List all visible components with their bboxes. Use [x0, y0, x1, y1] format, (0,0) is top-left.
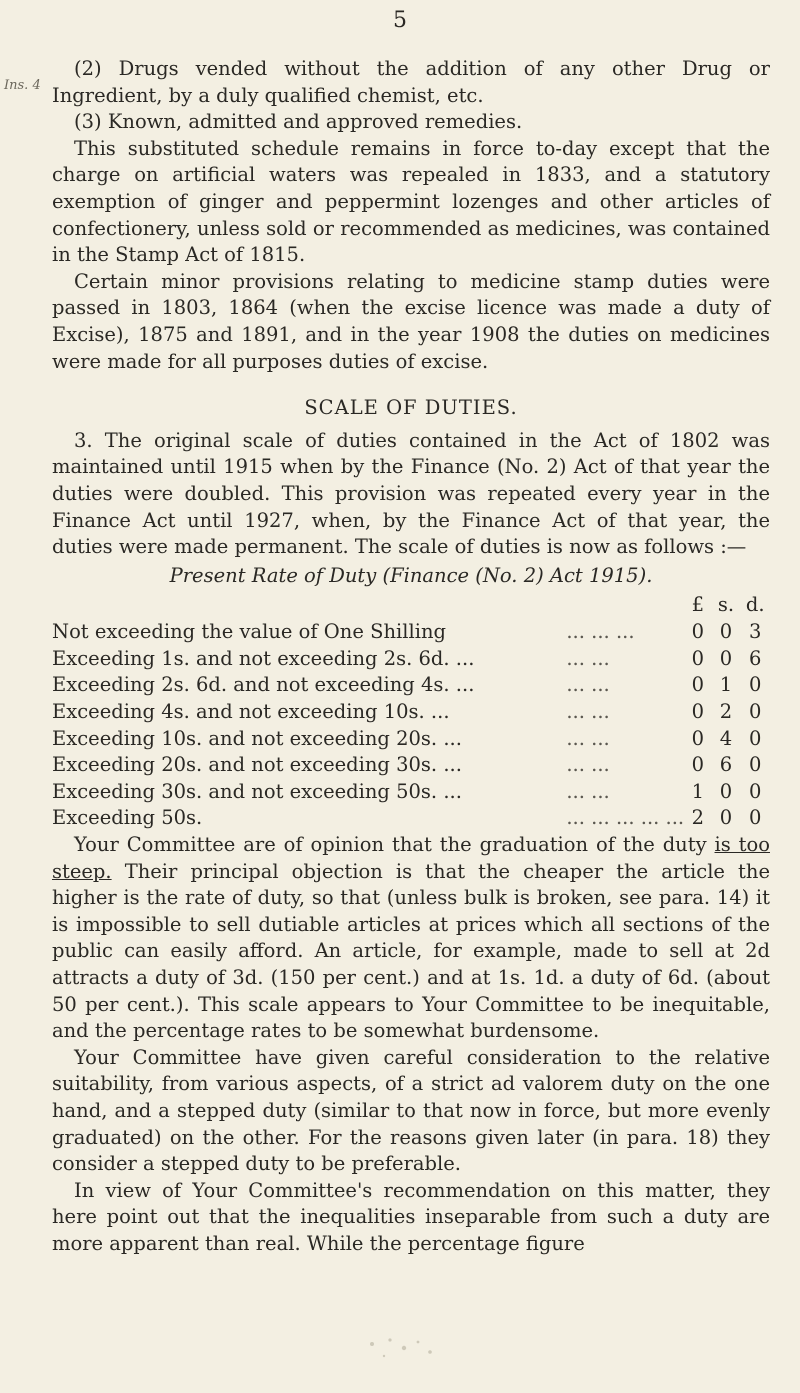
section-heading: SCALE OF DUTIES.: [304, 396, 518, 420]
row-leader: ... ... ...: [566, 620, 635, 644]
row-description: Exceeding 4s. and not exceeding 10s. ...: [52, 700, 450, 724]
row-leader: ... ... ... ... ...: [566, 806, 685, 830]
paragraph-committee-opinion: [52, 832, 770, 1045]
row-description: Exceeding 30s. and not exceeding 50s. ...: [52, 779, 462, 803]
row-pence: 0: [748, 779, 762, 803]
row-pounds: 0: [691, 753, 705, 777]
row-shillings: 1: [719, 673, 733, 697]
header-shillings: s.: [717, 593, 735, 617]
rate-table-title: Present Rate of Duty (Finance (No. 2) Act 1915).: [169, 563, 653, 587]
row-description: Exceeding 20s. and not exceeding 30s. ...: [52, 753, 462, 777]
row-leader: ... ...: [566, 700, 610, 724]
row-pounds: 0: [691, 726, 705, 750]
row-pence: 0: [748, 726, 762, 750]
row-pounds: 0: [691, 700, 705, 724]
row-leader: ... ...: [566, 726, 610, 750]
row-shillings: 0: [719, 646, 733, 670]
table-row: [52, 752, 770, 779]
row-pence: 0: [748, 700, 762, 724]
table-row: [52, 779, 770, 806]
row-shillings: 0: [719, 806, 733, 830]
row-description: Not exceeding the value of One Shilling: [52, 620, 446, 644]
row-pence: 3: [748, 620, 762, 644]
body-text: [52, 56, 770, 1258]
row-leader: ... ...: [566, 753, 610, 777]
row-leader: ... ...: [566, 779, 610, 803]
page-number: 5: [393, 8, 407, 33]
row-pounds: 2: [691, 806, 705, 830]
table-row: [52, 805, 770, 832]
row-pence: 0: [748, 806, 762, 830]
header-pounds: £: [691, 593, 705, 617]
row-leader: ... ...: [566, 646, 610, 670]
row-description: Exceeding 2s. 6d. and not exceeding 4s. ...: [52, 673, 475, 697]
paragraph-minor-provisions: Certain minor provisions relating to medicine stamp duties were passed in 1803, 1864 (when the excise licence was made a duty of Excise), 1875 and 1891, and in the year 1908 the duties on medicines were made for all purposes duties of excise.: [52, 269, 770, 373]
row-pounds: 0: [691, 620, 705, 644]
paragraph-known-remedies: (3) Known, admitted and approved remedies.: [74, 110, 523, 134]
duty-table: [52, 591, 770, 832]
row-description: Exceeding 1s. and not exceeding 2s. 6d. ...: [52, 646, 475, 670]
paragraph-original-scale: 3. The original scale of duties contained in the Act of 1802 was maintained until 1915 when by the Finance (No. 2) Act of that year the duties were doubled. This provision was repeated every year in the Finance Act until 1927, when, by the Finance Act of that year, the duties were made permanent. The scale of duties is now as follows :—: [52, 428, 770, 559]
row-shillings: 4: [719, 726, 733, 750]
row-shillings: 6: [719, 753, 733, 777]
row-description: Exceeding 10s. and not exceeding 20s. ...: [52, 726, 462, 750]
opinion-text-rest: Their principal objection is that the cheaper the article the higher is the rate of duty, so that (unless bulk is broken, see para. 14) it is impossible to sell dutiable articles at prices which all sections of the public can easily afford. An article, for example, made to sell at 2d attracts a duty of 3d. (150 per cent.) and at 1s. 1d. a duty of 6d. (about 50 per cent.). This scale appears to Your Committee to be inequitable, and the percentage rates to be somewhat burdensome.: [52, 859, 770, 1043]
row-pence: 0: [748, 753, 762, 777]
table-row: [52, 619, 770, 646]
duty-table-header: [52, 591, 770, 619]
table-row: [52, 672, 770, 699]
paper-blemish-icon: [360, 1330, 450, 1364]
row-pounds: 1: [691, 779, 705, 803]
paragraph-careful-consideration: Your Committee have given careful consideration to the relative suitability, from various aspects, of a strict ad valorem duty on the one hand, and a stepped duty (similar to that now in force, but more evenly graduated) on the other. For the reasons given later (in para. 18) they consider a stepped duty to be preferable.: [52, 1045, 770, 1176]
row-pence: 6: [748, 646, 762, 670]
opinion-text-start: Your Committee are of opinion that the graduation of the duty: [74, 833, 715, 857]
table-row: [52, 699, 770, 726]
paragraph-recommendation: In view of Your Committee's recommendation on this matter, they here point out that the inequalities inseparable from such a duty are more apparent than real. While the percentage figure: [52, 1178, 770, 1255]
paragraph-drugs-vended: (2) Drugs vended without the addition of any other Drug or Ingredient, by a duly qualified chemist, etc.: [52, 57, 770, 107]
row-shillings: 0: [719, 779, 733, 803]
paragraph-substituted-schedule: This substituted schedule remains in force to-day except that the charge on artificial waters was repealed in 1833, and a statutory exemption of ginger and peppermint lozenges and other articles of confectionery, unless sold or recommended as medicines, was contained in the Stamp Act of 1815.: [52, 136, 770, 267]
margin-annotation: Ins. 4: [4, 78, 41, 93]
row-leader: ... ...: [566, 673, 610, 697]
row-pounds: 0: [691, 646, 705, 670]
row-pence: 0: [748, 673, 762, 697]
header-pence: d.: [745, 593, 765, 617]
table-row: [52, 726, 770, 753]
row-shillings: 2: [719, 700, 733, 724]
row-pounds: 0: [691, 673, 705, 697]
row-shillings: 0: [719, 620, 733, 644]
row-description: Exceeding 50s.: [52, 806, 203, 830]
underlined-phrase: is too steep.: [52, 833, 770, 883]
table-row: [52, 646, 770, 673]
